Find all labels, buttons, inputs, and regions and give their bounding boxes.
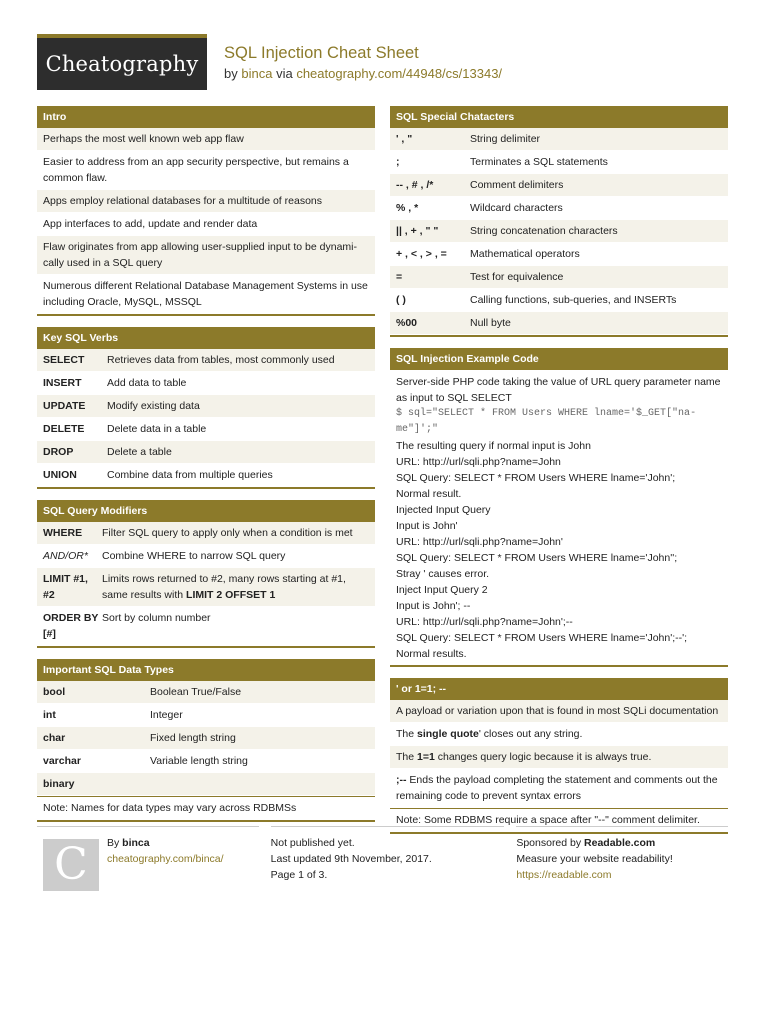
payload-bold: 1=1 xyxy=(417,751,435,763)
type-key: bool xyxy=(43,686,66,698)
example-heading: SQL Injection Example Code xyxy=(390,348,728,370)
example-line: Stray ' causes error. xyxy=(396,568,490,580)
intro-section xyxy=(37,106,375,316)
payload-row xyxy=(390,723,728,746)
example-line: URL: http://url/sqli.php?name=John xyxy=(396,456,561,468)
example-line: URL: http://url/sqli.php?name=John';-- xyxy=(396,616,573,628)
payload-note-text: Note: Some RDBMS require a space after "--" comment delimiter. xyxy=(396,814,700,826)
type-desc xyxy=(150,776,369,792)
type-key: int xyxy=(43,709,56,721)
special-key: % , * xyxy=(396,202,419,214)
payload-text xyxy=(396,726,722,742)
types-section xyxy=(37,659,375,822)
modifier-desc-text: Limits rows returned to #2, many rows starting at #1, same results with xyxy=(102,573,346,601)
payload-text xyxy=(396,772,722,804)
verb-key: DROP xyxy=(43,446,74,458)
intro-row xyxy=(37,128,375,151)
author-link[interactable]: binca xyxy=(241,66,273,81)
type-desc: Boolean True/False xyxy=(150,686,242,698)
example-line: Normal results. xyxy=(396,648,467,660)
example-line: Inject Input Query 2 xyxy=(396,584,488,596)
intro-heading: Intro xyxy=(37,106,375,128)
verb-key: UPDATE xyxy=(43,400,86,412)
special-desc: Null byte xyxy=(470,317,511,329)
footer-by: By xyxy=(107,837,123,849)
modifier-row xyxy=(37,607,375,646)
modifier-row xyxy=(37,545,375,568)
modifier-row xyxy=(37,522,375,545)
special-key: + , < , > , = xyxy=(396,248,447,260)
type-key: varchar xyxy=(43,755,81,767)
special-row xyxy=(390,151,728,174)
modifier-key: AND/OR* xyxy=(43,550,88,562)
byline-by: by xyxy=(224,66,238,81)
footer-sponsor-pre: Sponsored by xyxy=(516,837,585,849)
special-row xyxy=(390,174,728,197)
payload-part: The xyxy=(396,751,418,763)
verb-row xyxy=(37,349,375,372)
type-key: binary xyxy=(43,778,75,790)
payload-part: Ends the payload completing the statement and comments out the remaining code to prevent syntax errors xyxy=(396,774,718,802)
special-row xyxy=(390,128,728,151)
special-key: = xyxy=(396,271,403,283)
payload-text xyxy=(396,749,722,765)
verb-key: UNION xyxy=(43,469,77,481)
footer-author-text xyxy=(107,835,224,891)
special-key: -- , # , /* xyxy=(396,179,434,191)
type-key: char xyxy=(43,732,66,744)
payload-part: changes query logic because it is always true. xyxy=(434,751,652,763)
verb-row xyxy=(37,395,375,418)
type-row xyxy=(37,727,375,750)
verb-row xyxy=(37,464,375,487)
intro-text: Apps employ relational databases for a multitude of reasons xyxy=(43,195,322,207)
payload-bold: single quote xyxy=(417,728,479,740)
footer xyxy=(37,826,728,891)
payload-part: ' closes out any string. xyxy=(478,728,583,740)
special-desc: String delimiter xyxy=(470,133,541,145)
logo-text: Cheatography xyxy=(45,52,199,76)
intro-text: App interfaces to add, update and render data xyxy=(43,218,258,230)
example-body xyxy=(390,370,728,665)
special-heading: SQL Special Chatacters xyxy=(390,106,728,128)
intro-text: Perhaps the most well known web app flaw xyxy=(43,133,244,145)
footer-sponsor-link[interactable]: https://readable.com xyxy=(516,869,612,881)
modifier-desc xyxy=(102,571,369,603)
special-desc: Terminates a SQL statements xyxy=(470,156,608,168)
verb-key: SELECT xyxy=(43,354,85,366)
intro-row xyxy=(37,151,375,190)
byline xyxy=(224,66,502,81)
left-column xyxy=(37,106,375,833)
footer-author xyxy=(37,826,259,891)
cheatography-logo[interactable] xyxy=(37,34,207,90)
verb-row xyxy=(37,418,375,441)
sheet-url-link[interactable]: cheatography.com/44948/cs/13343/ xyxy=(296,66,503,81)
payload-row xyxy=(390,746,728,769)
special-row xyxy=(390,289,728,312)
verb-desc: Retrieves data from tables, most commonly used xyxy=(107,354,335,366)
special-key: ( ) xyxy=(396,294,406,306)
example-intro: Server-side PHP code taking the value of URL query parameter name as input to SQL SELECT xyxy=(396,376,721,404)
type-row xyxy=(37,704,375,727)
footer-author-name[interactable]: binca xyxy=(122,837,150,849)
footer-updated: Last updated 9th November, 2017. xyxy=(270,853,432,865)
types-note-text: Note: Names for data types may vary across RDBMSs xyxy=(43,802,297,814)
example-line: Input is John' xyxy=(396,520,458,532)
byline-via: via xyxy=(276,66,293,81)
verb-key: DELETE xyxy=(43,423,85,435)
special-desc: Mathematical operators xyxy=(470,248,580,260)
footer-sponsor-tag: Measure your website readability! xyxy=(516,853,673,865)
verb-desc: Delete a table xyxy=(107,446,172,458)
example-line: SQL Query: SELECT * FROM Users WHERE lname='John';--'; xyxy=(396,632,688,644)
example-line: The resulting query if normal input is John xyxy=(396,440,591,452)
special-row xyxy=(390,220,728,243)
type-row xyxy=(37,773,375,796)
special-key: %00 xyxy=(396,317,418,329)
verb-desc: Modify existing data xyxy=(107,400,200,412)
modifier-desc: Sort by column number xyxy=(102,612,211,624)
intro-row xyxy=(37,190,375,213)
modifier-desc: Combine WHERE to narrow SQL query xyxy=(102,550,286,562)
example-line: Input is John'; -- xyxy=(396,600,471,612)
modifiers-heading: SQL Query Modifiers xyxy=(37,500,375,522)
type-row xyxy=(37,681,375,704)
modifier-desc: Filter SQL query to apply only when a condition is met xyxy=(102,527,353,539)
special-desc: Comment delimiters xyxy=(470,179,564,191)
special-key: || , + , " " xyxy=(396,225,439,237)
modifier-key: LIMIT #1, #2 xyxy=(43,573,88,601)
verb-desc: Delete data in a table xyxy=(107,423,207,435)
special-row xyxy=(390,243,728,266)
example-line: URL: http://url/sqli.php?name=John' xyxy=(396,536,563,548)
modifiers-section xyxy=(37,500,375,648)
types-heading: Important SQL Data Types xyxy=(37,659,375,681)
special-key: ; xyxy=(396,156,400,168)
special-row xyxy=(390,312,728,335)
intro-text: Flaw originates from app allowing user-supplied input to be dynamically used in a SQL query xyxy=(43,241,357,269)
intro-row xyxy=(37,275,375,314)
special-desc: Test for equivalence xyxy=(470,271,564,283)
special-desc: String concatenation characters xyxy=(470,225,618,237)
verb-row xyxy=(37,441,375,464)
page-title: SQL Injection Cheat Sheet xyxy=(224,44,419,62)
type-desc: Fixed length string xyxy=(150,732,236,744)
types-note xyxy=(37,796,375,820)
special-row xyxy=(390,266,728,289)
special-key: ' , " xyxy=(396,133,413,145)
intro-row xyxy=(37,213,375,236)
footer-author-link[interactable]: cheatography.com/binca/ xyxy=(107,853,224,865)
intro-row xyxy=(37,236,375,275)
intro-text: Numerous different Relational Database Management Systems in use including Oracle, MySQL, MSSQL xyxy=(43,280,368,308)
payload-bold: ;-- xyxy=(396,774,407,786)
type-desc: Integer xyxy=(150,709,183,721)
intro-text: Easier to address from an app security perspective, but remains a common flaw. xyxy=(43,156,349,184)
payload-text: A payload or variation upon that is found in most SQLi documentation xyxy=(396,705,719,717)
avatar: C xyxy=(43,839,99,891)
verb-key: INSERT xyxy=(43,377,82,389)
modifier-desc-bold: LIMIT 2 OFFSET 1 xyxy=(186,589,276,601)
example-line: Normal result. xyxy=(396,488,462,500)
special-section xyxy=(390,106,728,337)
payload-row xyxy=(390,769,728,808)
payload-part: The xyxy=(396,728,418,740)
payload-row xyxy=(390,700,728,723)
verb-desc: Combine data from multiple queries xyxy=(107,469,273,481)
special-row xyxy=(390,197,728,220)
footer-status xyxy=(271,826,505,891)
verbs-section xyxy=(37,327,375,489)
footer-page: Page 1 of 3. xyxy=(270,869,328,881)
example-code: $ sql="SELECT * FROM Users WHERE lname='$_GET["name"]';" xyxy=(396,408,697,435)
type-desc: Variable length string xyxy=(150,755,248,767)
payload-heading: ' or 1=1; -- xyxy=(390,678,728,700)
example-section xyxy=(390,348,728,667)
example-line: SQL Query: SELECT * FROM Users WHERE lname='John''; xyxy=(396,552,678,564)
special-desc: Calling functions, sub-queries, and INSERTs xyxy=(470,294,677,306)
verb-row xyxy=(37,372,375,395)
payload-section xyxy=(390,678,728,834)
modifier-key: ORDER BY [#] xyxy=(43,612,99,640)
example-line: SQL Query: SELECT * FROM Users WHERE lname='John'; xyxy=(396,472,676,484)
verbs-heading: Key SQL Verbs xyxy=(37,327,375,349)
footer-sponsor xyxy=(516,826,728,891)
footer-sponsor-name[interactable]: Readable.com xyxy=(584,837,656,849)
modifier-key: WHERE xyxy=(43,527,83,539)
verb-desc: Add data to table xyxy=(107,377,187,389)
special-desc: Wildcard characters xyxy=(470,202,563,214)
type-row xyxy=(37,750,375,773)
title-block xyxy=(224,44,502,81)
example-line: Injected Input Query xyxy=(396,504,491,516)
modifier-row xyxy=(37,568,375,607)
right-column xyxy=(390,106,728,845)
footer-published: Not published yet. xyxy=(270,837,355,849)
